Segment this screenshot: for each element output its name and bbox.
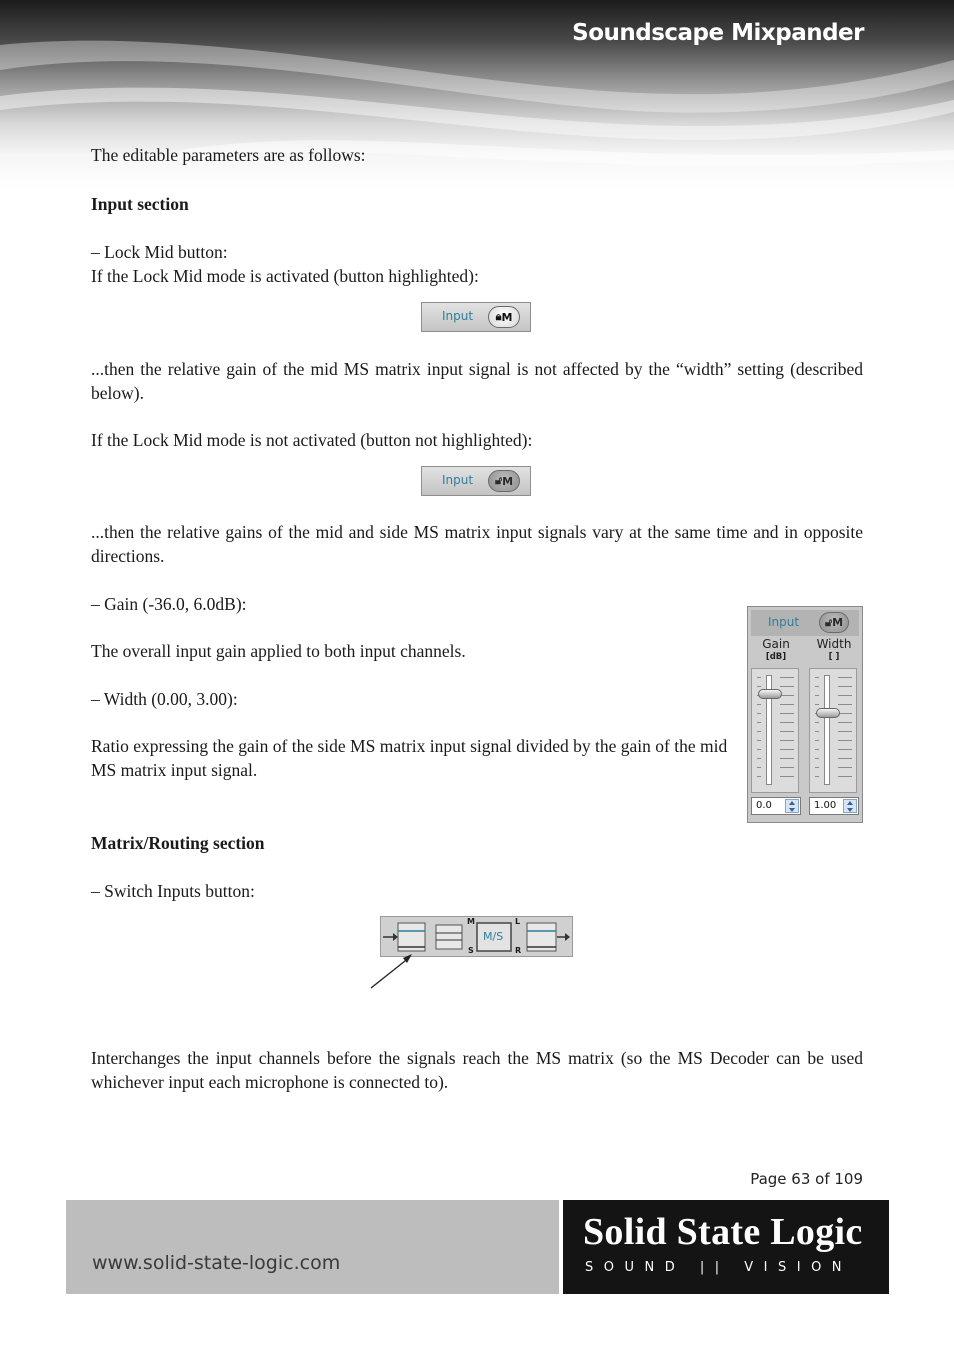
lock-off-result-text: ...then the relative gains of the mid and side MS matrix input signals vary at the same time and in opposite directions. <box>91 522 863 566</box>
width-fader-thumb <box>816 708 840 718</box>
brand-name: Solid State Logic <box>583 1211 863 1253</box>
lock-button-letter: M <box>832 616 844 629</box>
switch-inputs-label: – Switch Inputs button: <box>91 881 255 901</box>
m-label: M <box>467 917 475 926</box>
lock-on-result-text: ...then the relative gain of the mid MS matrix input signal is not affected by the “width” setting (described below). <box>91 359 863 403</box>
spin-arrows-icon <box>843 799 857 813</box>
s-label: S <box>468 946 474 955</box>
width-description: Ratio expressing the gain of the side MS matrix input signal divided by the gain of the mid MS matrix input signal. <box>91 736 728 780</box>
lock-button-letter: M <box>502 474 514 488</box>
width-label: – Width (0.00, 3.00): <box>91 689 238 709</box>
gain-description: The overall input gain applied to both input channels. <box>91 641 466 661</box>
lock-mid-on-image <box>421 302 531 332</box>
width-header-label: Width <box>816 637 852 651</box>
brand-tagline: SOUND || VISION <box>585 1260 853 1275</box>
gain-value-field <box>751 797 801 815</box>
lock-mid-button-normal <box>488 470 520 492</box>
website-link[interactable]: www.solid-state-logic.com <box>92 1252 341 1274</box>
width-fader <box>809 668 857 793</box>
spin-arrows-icon <box>785 799 799 813</box>
gain-column-header <box>752 638 800 664</box>
gain-width-panel-image <box>747 606 863 823</box>
lock-mid-off-image <box>421 466 531 496</box>
lock-mid-on-text: If the Lock Mid mode is activated (button highlighted): <box>91 266 479 286</box>
gain-value: 0.0 <box>756 800 772 811</box>
input-label: Input <box>442 309 474 323</box>
intro-text: The editable parameters are as follows: <box>91 145 366 165</box>
lock-mid-label: – Lock Mid button: <box>91 242 228 262</box>
gain-label: – Gain (-36.0, 6.0dB): <box>91 594 247 614</box>
matrix-section-heading: Matrix/Routing section <box>91 833 265 853</box>
gain-fader-thumb <box>758 689 782 699</box>
unlock-icon: 🔓︎ <box>824 615 833 629</box>
input-label: Input <box>442 473 474 487</box>
panel-input-header <box>751 610 859 636</box>
ms-label: M/S <box>483 930 504 943</box>
footer-logo <box>563 1200 889 1294</box>
routing-strip-graphic <box>381 917 574 958</box>
lock-mid-off-text: If the Lock Mid mode is not activated (button not highlighted): <box>91 430 533 450</box>
gain-header-label: Gain <box>762 637 790 651</box>
unlock-icon: 🔓︎ <box>494 474 503 487</box>
footer-url-panel <box>66 1200 559 1294</box>
gain-unit-label: [dB] <box>765 652 787 662</box>
routing-strip-image <box>380 916 573 957</box>
width-value-field <box>809 797 859 815</box>
switch-inputs-description: Interchanges the input channels before the signals reach the MS matrix (so the MS Decoder can be used whichever input each microphone is connected to). <box>91 1048 863 1092</box>
width-column-header <box>810 638 858 664</box>
lock-mid-button-highlighted <box>488 306 520 328</box>
lock-mid-button-normal <box>819 612 849 633</box>
input-section-heading: Input section <box>91 194 189 214</box>
width-unit-label: [ ] <box>828 652 840 662</box>
lock-button-letter: M <box>501 310 513 324</box>
r-label: R <box>515 946 522 955</box>
input-label: Input <box>768 615 800 629</box>
lock-icon: 🔒︎ <box>495 310 502 323</box>
width-value: 1.00 <box>814 800 837 811</box>
document-title: Soundscape Mixpander <box>572 20 864 46</box>
page-number: Page 63 of 109 <box>750 1170 863 1188</box>
gain-fader <box>751 668 799 793</box>
l-label: L <box>515 917 521 926</box>
